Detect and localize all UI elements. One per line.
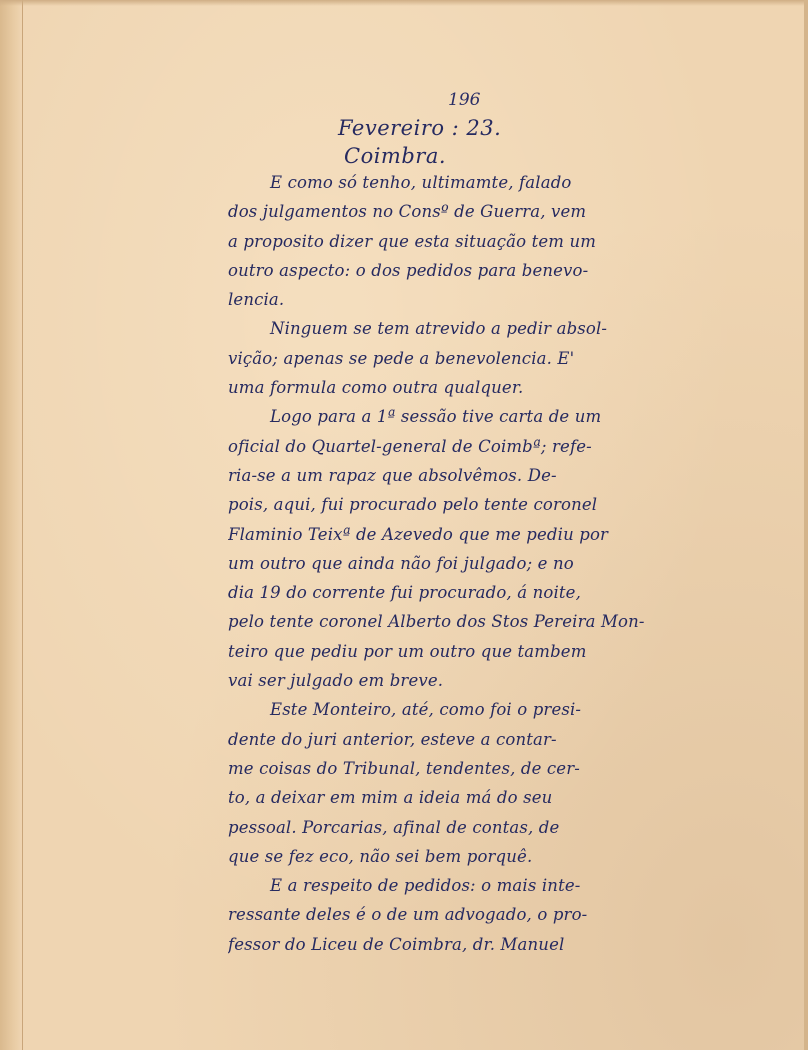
text-line: ria-se a um rapaz que absolvêmos. De- [228, 465, 557, 485]
handwritten-body [228, 168, 698, 959]
page-number: 196 [448, 90, 481, 110]
text-line: uma formula como outra qualquer. [228, 378, 524, 398]
text-line: a proposito dizer que esta situação tem um [228, 231, 597, 251]
text-line: ressante deles é o de um advogado, o pro- [228, 905, 588, 925]
text-line: Este Monteiro, até, como foi o presi- [270, 700, 582, 720]
text-line: que se fez eco, não sei bem porquê. [228, 846, 533, 866]
text-line: Flaminio Teixª de Azevedo que me pediu por [228, 524, 609, 544]
text-line: Ninguem se tem atrevido a pedir absol- [270, 319, 608, 339]
text-line: um outro que ainda não foi julgado; e no [228, 553, 574, 573]
text-line: dente do juri anterior, esteve a contar- [228, 729, 557, 749]
text-line: dos julgamentos no Consº de Guerra, vem [228, 202, 587, 222]
text-line: pelo tente coronel Alberto dos Stos Pereira Mon- [228, 612, 645, 632]
text-line: lencia. [228, 290, 285, 310]
text-line: to, a deixar em mim a ideia má do seu [228, 788, 553, 808]
entry-place: Coimbra. [344, 144, 447, 168]
text-line: vai ser julgado em breve. [228, 671, 444, 691]
text-line: teiro que pediu por um outro que tambem [228, 641, 587, 661]
page-binding-edge [0, 0, 23, 1050]
entry-date: Fevereiro : 23. [338, 116, 502, 140]
text-line: outro aspecto: o dos pedidos para benevo- [228, 260, 589, 280]
text-line: oficial do Quartel-general de Coimbª; refe- [228, 436, 592, 456]
text-line: vição; apenas se pede a benevolencia. E' [228, 348, 575, 368]
text-line: fessor do Liceu de Coimbra, dr. Manuel [228, 934, 565, 954]
text-line: pessoal. Porcarias, afinal de contas, de [228, 817, 560, 837]
text-line: E como só tenho, ultimamte, falado [270, 173, 572, 192]
text-line: dia 19 do corrente fui procurado, á noite, [228, 583, 581, 603]
text-line: pois, aqui, fui procurado pelo tente coronel [228, 495, 598, 515]
text-line: me coisas do Tribunal, tendentes, de cer- [228, 758, 580, 778]
page-right-edge [804, 0, 808, 1050]
text-line: E a respeito de pedidos: o mais inte- [270, 876, 581, 896]
page-top-edge [0, 0, 808, 6]
text-line: Logo para a 1ª sessão tive carta de um [270, 407, 602, 427]
